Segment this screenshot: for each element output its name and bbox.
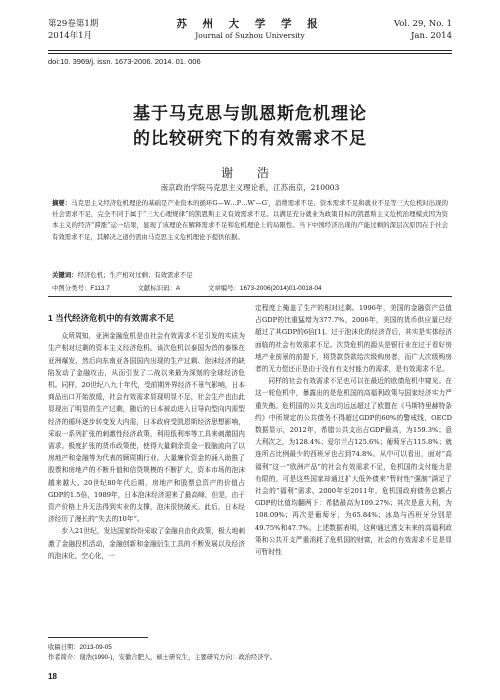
header-right <box>394 18 452 42</box>
body-column-left <box>48 302 245 562</box>
abstract <box>52 198 448 243</box>
body-paragraph: 同样的社会有效需求不足也可以在最近的欧债危机中窥见。在这一轮危机中，暴露出的是危机国的高福利政策与国家经济实力严重失衡。危机国的公共支出均远远超过了欧盟在《马斯特里赫特条约》中所规定的公共债务不得超过GDP的60%的警戒线，OECD数据显示，2012年，希腊公共支出占GDP最高，为159.3%；意大利次之，为128.4%；爱尔兰占125.6%；葡萄牙占115.8%；就连所占比例最少的西班牙也占到74.8%。从中可以看出，面对“高福利”这一“欧洲产品”的社会有效需求不足，危机国的支付能力是有限的，可是这些国家却通过扩大低外债来“暂时性”强制“满足了社会的“福利”需求。2000年至2011年，危机国政府债务总额占GDP的比值均翻两下：希腊最高为109.27%；其次是意大利，为108.09%；再次是葡萄牙，为65.84%；冰岛与西班牙分别是49.75%和47.7%。上述数据表明，这种通过透支未来的高福利政策和公共开支严重消耗了危机国的财富，社会的有效需求不足是显可暂时性 <box>255 377 452 557</box>
author-affiliation: 南京政治学院马克思主义理论系，江苏南京，210003 <box>160 183 340 192</box>
clc-number: 中图分类号：F113.7 <box>52 285 110 292</box>
body-paragraph: 众所周知，亚洲金融危机是由社会有效需求不足引发的实质为生产相对过剩的资本主义经济危机。该次危机以泰国为首的泰铢在亚洲爆发，然后向东南亚各国国内出现的生产过剩、泡沫经济的缺陷发动了金融攻击，从而引发了二战以来最为深刻的全球经济危机。同样，20世纪八九十年代，受前期外界经济不景气影响，日本商品出口开始放缓，社会有效需求显现明显不足，社会生产也由此显现出了明显的生产过剩，随后的日本被动进入日导向型向内需型经济的循环逐步转变发大内需，日本政府受凯恩斯经济思想影响，采取一系列扩张的刺激性经济政策，利用低利率等工具来刺激国内需求。极度扩张的货币政策使，使得大量剩余资金一股脑流向了以房地产和金融等为代表的顾周期行业。大量廉价资金的涌入助推了股票和房地产的不断升值和信贷规模的不断扩大，资本市场的泡沫越来越大。20世纪80年代后期，房地产和股票总资产的价值占GDP的1.5倍，1989年，日本泡沫经济迎来了最高峰，但是，由于资产价格上升无法得到实业的支撑，泡沫很快破灭。此后，日本经济经历了漫长的“失去的10年”。 <box>48 332 245 524</box>
classification-line <box>52 283 448 292</box>
footnote-received: 收稿日期：2013-09-05 <box>48 644 112 651</box>
doi: doi:10. 3969/j. issn. 1673-2006. 2014. 01. 006 <box>48 57 201 66</box>
author-name: 谢 浩 <box>221 166 279 180</box>
header-volume-en: Vol. 29, No. 1 <box>393 19 452 29</box>
footnote-rule <box>48 637 148 638</box>
header-volume-cn: 第29卷第1期 <box>48 19 99 29</box>
body-paragraph: 步入21世纪，发达国家纷纷采取了金融自由化政策，极大地刺激了金融投机活动，金融创新和金融衍生工具的不断发展以及经济的泡沫化，空心化，一 <box>48 527 245 560</box>
header-date-cn: 2014年1月 <box>48 31 93 41</box>
page-number: 18 <box>48 672 57 681</box>
keywords-label: 关键词： <box>52 272 78 279</box>
section-heading: 1 当代经济危机中的有效需求不足 <box>48 313 175 323</box>
abstract-rule <box>48 296 452 297</box>
journal-name-cn: 苏 州 大 学 学 报 <box>176 18 324 30</box>
body-paragraph: 定程度上掩盖了生产的相对过剩。1996年，美国的金融资产总值占GDP的比重猛增为377.7%，2006年，美国的货币供应量已经超过了其GDP的6倍[1]。过于泡沫化的经济背后，其实是实体经济面临的社会有效需求不足。次贷危机的源头是银行业在过于看好房地产业前景的前提下，将贷款贷款给次级购房者，而广大次级购房者的无力偿还正是由于没有有支付能力的需求，是有效需求不足。 <box>255 304 452 374</box>
abstract-label: 摘要： <box>52 200 72 207</box>
keywords-text: 经济危机；生产相对过剩；有效需求不足 <box>77 271 193 279</box>
keywords <box>52 270 448 279</box>
article-number: 文章编号：1673-2006(2014)01-0018-04 <box>207 285 322 292</box>
title-line-2: 的比较研究下的有效需求不足 <box>133 129 367 149</box>
body-column-right <box>255 302 452 558</box>
document-code: 文献标识码：A <box>137 285 181 292</box>
footnote-author-bio: 作者简介：谢浩(1990-)，安徽合肥人，硕士研究生，主要研究方向：政治经济学。 <box>48 654 277 661</box>
title-line-1: 基于马克思与凯恩斯危机理论 <box>133 104 367 124</box>
header-date-en: Jan. 2014 <box>411 31 452 41</box>
header-center <box>48 18 452 42</box>
header-rule-thick <box>48 50 452 51</box>
journal-name-en: Journal of Suzhou University <box>195 31 305 40</box>
header-rule-thin <box>48 53 452 54</box>
abstract-text: 马克思主义经济危机理论的基础是产业资本的循环G—W…P…W′—G′，消费需求不足、资本需求不足和就业不足等三大危机时出现的社会需求不足，完全不同于属于“三大心理规律”的凯恩斯主义有效需求不足。以满足充分就业为政策目标的凯恩斯主义危机治理模式因为资本主义的经济“滞涨”运一结果，显现了该理论在解释需求不足和危机理论上的局限性。当下中国经济出现的产能过剩的深层次原因在于社会有效需求不足，其解决之道仍需由马克思主义危机理论予提供依据。 <box>52 199 449 241</box>
